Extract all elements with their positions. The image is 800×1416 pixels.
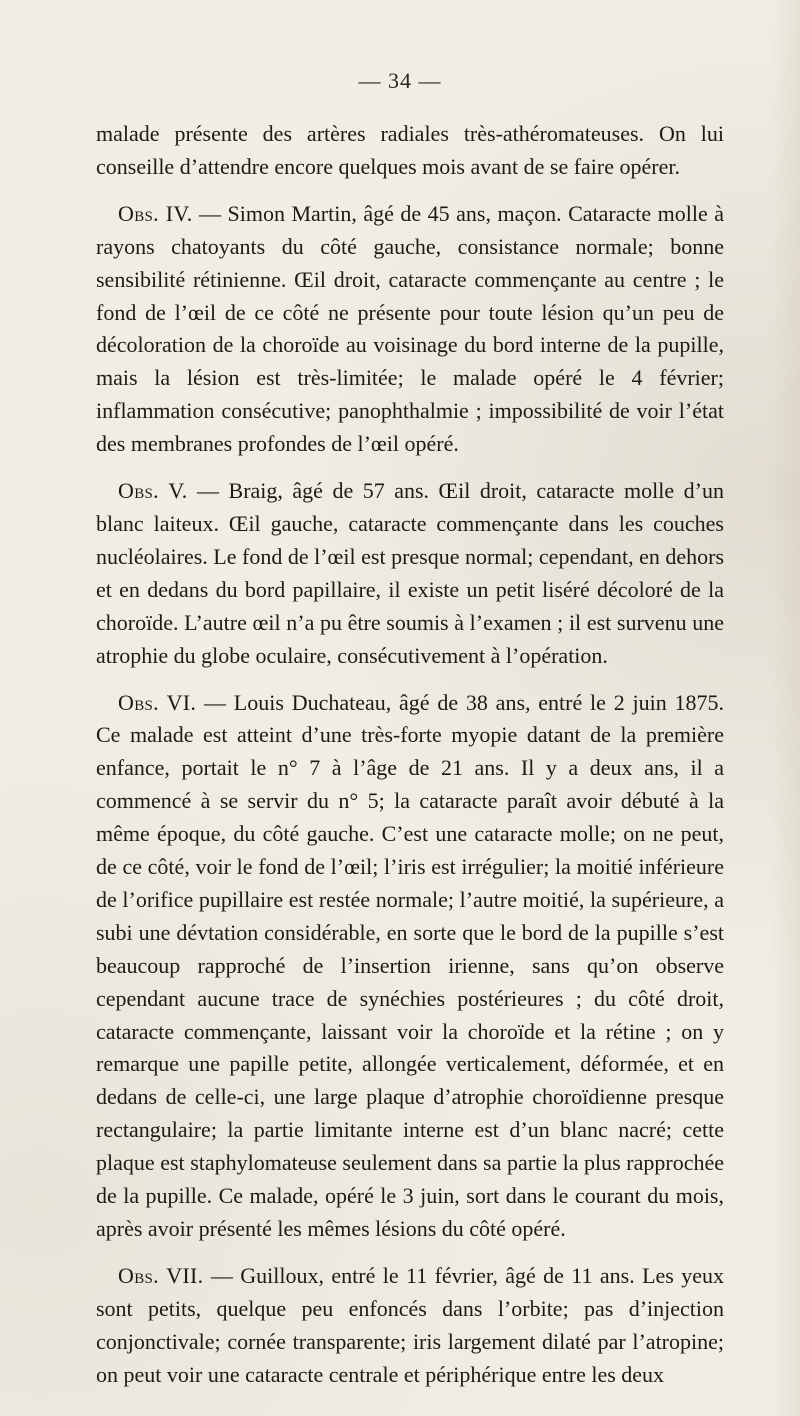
paragraph-text: — Simon Martin, âgé de 45 ans, maçon. Cataracte molle à rayons chatoyants du côté gauche, consistance normale; bonne sensibilité rétinienne. Œil droit, cataracte commençante au centre ; le fond de l’œil de ce côté ne présente pour toute lésion qu’un peu de décoloration de la choroïde au voisinage du bord interne de la pupille, mais la lésion est très-limitée; le malade opéré le 4 février; inflammation consécutive; panophthalmie ; impossibilité de voir l’état des membranes profondes de l’œil opéré. (96, 200, 724, 457)
page-body-text (96, 118, 724, 1392)
observation-label: Obs. VI. (118, 689, 197, 715)
paragraph-text: malade présente des artères radiales très-athéromateuses. On lui conseille d’attendre encore quelques mois avant de se faire opérer. (96, 121, 724, 179)
paragraph-obs-vii (96, 1260, 724, 1392)
paragraph-text: — Braig, âgé de 57 ans. Œil droit, cataracte molle d’un blanc laiteux. Œil gauche, cataracte commençante dans les couches nucléolaires. Le fond de l’œil est presque normal; cependant, en dehors et en dedans du bord papillaire, il existe un petit liséré décoloré de la choroïde. L’autre œil n’a pu être soumis à l’examen ; il est survenu une atrophie du globe oculaire, consécutivement à l’opération. (96, 478, 724, 668)
paragraph-obs-iv (96, 198, 724, 461)
paragraph-text: — Louis Duchateau, âgé de 38 ans, entré le 2 juin 1875. Ce malade est atteint d’une très-forte myopie datant de la première enfance, portait le n° 7 à l’âge de 21 ans. Il y a deux ans, il a commencé à se servir du n° 5; la cataracte paraît avoir débuté à la même époque, du côté gauche. C’est une cataracte molle; on ne peut, de ce côté, voir le fond de l’œil; l’iris est irrégulier; la moitié inférieure de l’orifice pupillaire est restée normale; l’autre moitié, la supérieure, a subi une dévtation considérable, en sorte que le bord de la pupille s’est beaucoup rapproché de l’insertion irienne, sans qu’on observe cependant aucune trace de synéchies postérieures ; du côté droit, cataracte commençante, laissant voir la choroïde et la rétine ; on y remarque une papille petite, allongée verticalement, déformée, et en dedans de celle-ci, une large plaque d’atrophie choroïdienne presque rectangulaire; la partie limitante interne est d’un blanc nacré; cette plaque est staphylomateuse seulement dans sa partie la plus rapprochée de la pupille. Ce malade, opéré le 3 juin, sort dans le courant du mois, après avoir présenté les mêmes lésions du côté opéré. (96, 689, 724, 1241)
paragraph-obs-v (96, 475, 724, 672)
page-number: — 34 — (358, 68, 442, 93)
paragraph-text: — Guilloux, entré le 11 février, âgé de 11 ans. Les yeux sont petits, quelque peu enfoncés dans l’orbite; pas d’injection conjonctivale; cornée transparente; iris largement dilaté par l’atropine; on peut voir une cataracte centrale et périphérique entre les deux (96, 1262, 725, 1387)
paragraph-obs-vi (96, 687, 724, 1246)
observation-label: Obs. IV. (118, 200, 193, 226)
observation-label: Obs. V. (118, 478, 188, 504)
observation-label: Obs. VII. (118, 1262, 204, 1288)
page-edge-shadow (770, 0, 800, 1416)
paragraph-continuation (96, 118, 724, 184)
